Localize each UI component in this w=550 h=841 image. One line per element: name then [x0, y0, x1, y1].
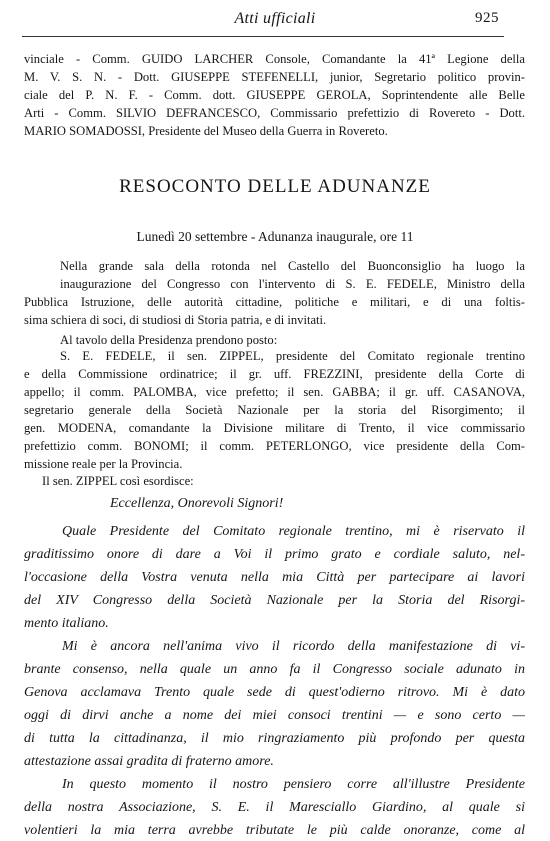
body-line: Pubblica Istruzione, delle autorità cittadine, politiche e militari, e di una foltis-: [24, 295, 525, 309]
body-line: inaugurazione del Congresso con l'intervento di S. E. FEDELE, Ministro della: [60, 277, 525, 291]
speech-line: In questo momento il nostro pensiero corre all'illustre Presidente: [62, 777, 525, 792]
session-heading: Lunedì 20 settembre - Adunanza inaugurale, ore 11: [136, 229, 414, 244]
body-line: Il sen. ZIPPEL così esordisce:: [42, 474, 194, 488]
speech-line: Mi è ancora nell'anima vivo il ricordo della manifestazione di vi-: [62, 639, 525, 654]
header-rule: [22, 36, 504, 37]
body-line: Al tavolo della Presidenza prendono posto:: [60, 333, 278, 347]
speech-line: brante consenso, nella quale un anno fa il Congresso sociale adunato in: [24, 662, 525, 677]
speech-line: l'occasione della Vostra venuta nella mia Città per partecipare ai lavori: [24, 570, 525, 585]
speech-line: volentieri la mia terra avrebbe tributate le più calde onoranze, come al: [24, 823, 525, 838]
intro-line: ciale del P. N. F. - Comm. dott. GIUSEPPE GEROLA, Soprintendente alle Belle: [24, 88, 525, 102]
speech-line: della nostra Associazione, S. E. il Maresciallo Giardino, al quale si: [24, 800, 525, 815]
speech-line: oggi di dirvi anche a nome dei miei consoci trentini — e sono certo —: [24, 708, 525, 723]
page-header: [0, 10, 550, 36]
speech-line: attestazione assai gradita di fraterno amore.: [24, 754, 274, 769]
body-line: sima schiera di soci, di studiosi di Storia patria, e di invitati.: [24, 313, 327, 327]
running-title: Atti ufficiali: [234, 10, 316, 27]
body-line: segretario generale della Società Nazionale per la storia del Risorgimento; il: [24, 403, 525, 417]
intro-line: vinciale - Comm. GUIDO LARCHER Console, Comandante la 41ª Legione della: [24, 52, 525, 66]
body-line: appello; il comm. PALOMBA, vice prefetto; il sen. GABBA; il gr. uff. CASANOVA,: [24, 385, 525, 399]
speech-line: del XIV Congresso della Società Nazionale per la Storia del Risorgi-: [24, 593, 525, 608]
body-line: missione reale per la Provincia.: [24, 457, 183, 471]
page-number: 925: [475, 10, 499, 26]
body-line: gen. MODENA, comandante la Divisione militare di Trento, il vice commissario: [24, 421, 525, 435]
speech-line: Genova acclamava Trento quale sede di quest'odierno ritrovo. Mi è dato: [24, 685, 525, 700]
intro-line: Arti - Comm. SILVIO DEFRANCESCO, Commissario prefettizio di Rovereto - Dott.: [24, 106, 525, 120]
speech-line: Quale Presidente del Comitato regionale trentino, mi è riservato il: [62, 524, 525, 539]
speech-line: graditissimo onore di dare a Voi il primo grato e cordiale saluto, nel-: [24, 547, 525, 562]
intro-line: MARIO SOMADOSSI, Presidente del Museo della Guerra in Rovereto.: [24, 124, 388, 138]
body-line: prefettizio comm. BONOMI; il comm. PETERLONGO, vice presidente della Com-: [24, 439, 525, 453]
speech-line: di tutta la cittadinanza, il mio ringraziamento più profondo per questa: [24, 731, 525, 746]
body-line: S. E. FEDELE, il sen. ZIPPEL, presidente del Comitato regionale trentino: [60, 349, 525, 363]
intro-line: M. V. S. N. - Dott. GIUSEPPE STEFENELLI, junior, Segretario politico provin-: [24, 70, 525, 84]
body-line: e della Commissione ordinatrice; il gr. uff. FREZZINI, presidente della Corte di: [24, 367, 525, 381]
speech-line: mento italiano.: [24, 616, 109, 631]
body-line: Nella grande sala della rotonda nel Castello del Buonconsiglio ha luogo la: [60, 259, 525, 273]
speech-salutation: Eccellenza, Onorevoli Signori!: [110, 496, 284, 511]
section-title: RESOCONTO DELLE ADUNANZE: [119, 176, 431, 197]
